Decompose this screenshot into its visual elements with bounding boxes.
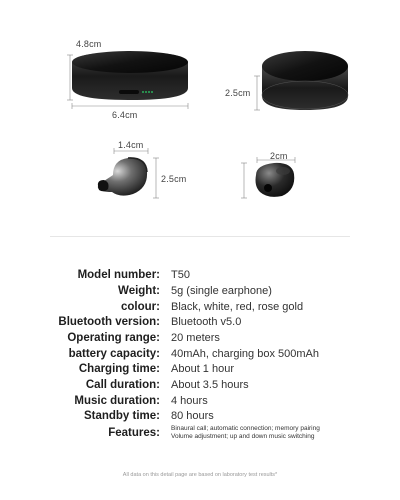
charging-case-side: [262, 51, 348, 110]
features-line-2: Volume adjustment; up and down music switching: [171, 433, 315, 440]
spec-row: [0, 316, 400, 332]
spec-row: [0, 395, 400, 411]
spec-label: Charging time:: [78, 363, 160, 375]
spec-row: [0, 285, 400, 301]
case-width-label: 4.8cm: [76, 39, 102, 49]
led-indicator: [142, 91, 144, 93]
spec-row: [0, 363, 400, 379]
section-divider: [50, 236, 350, 237]
earbud-depth-label: 2cm: [270, 151, 288, 161]
spec-label: Call duration:: [85, 379, 160, 391]
spec-value: 20 meters: [171, 332, 220, 344]
earbud-front-view: [256, 163, 295, 197]
spec-row: [0, 332, 400, 348]
spec-label: Weight:: [118, 285, 160, 297]
earbud-side-view: [98, 158, 147, 196]
spec-label: colour:: [121, 301, 160, 313]
spec-row: [0, 269, 400, 285]
spec-label: Operating range:: [67, 332, 160, 344]
spec-row: [0, 379, 400, 395]
spec-value: Black, white, red, rose gold: [171, 301, 304, 313]
spec-label: Music duration:: [74, 395, 160, 407]
case-length-label: 6.4cm: [112, 110, 138, 120]
spec-value: 5g (single earphone): [171, 285, 272, 297]
spec-value: About 1 hour: [171, 363, 234, 375]
spec-row-features: [0, 427, 400, 447]
spec-label: battery capacity:: [68, 348, 160, 360]
spec-value: 80 hours: [171, 410, 214, 422]
features-line-1: Binaural call; automatic connection; memory pairing: [171, 425, 320, 432]
spec-row: [0, 410, 400, 426]
spec-row: [0, 348, 400, 364]
spec-label: Model number:: [77, 269, 160, 281]
usb-port: [119, 90, 139, 94]
spec-value: Bluetooth v5.0: [171, 316, 242, 328]
spec-label: Bluetooth version:: [58, 316, 160, 328]
earbud-width-label: 1.4cm: [118, 140, 144, 150]
spec-value: About 3.5 hours: [171, 379, 249, 391]
spec-label: Features:: [108, 427, 160, 439]
earbud-height-label: 2.5cm: [161, 174, 187, 184]
spec-label: Standby time:: [83, 410, 160, 422]
charging-case-front: [72, 51, 188, 100]
case-height-label: 2.5cm: [225, 88, 251, 98]
product-illustrations: [0, 0, 400, 240]
spec-value: T50: [171, 269, 190, 281]
spec-value: 4 hours: [171, 395, 208, 407]
spec-value: [171, 425, 320, 441]
spec-row: [0, 301, 400, 317]
footnote: All data on this detail page are based on laboratory test results*: [122, 472, 278, 478]
spec-value: 40mAh, charging box 500mAh: [171, 348, 319, 360]
